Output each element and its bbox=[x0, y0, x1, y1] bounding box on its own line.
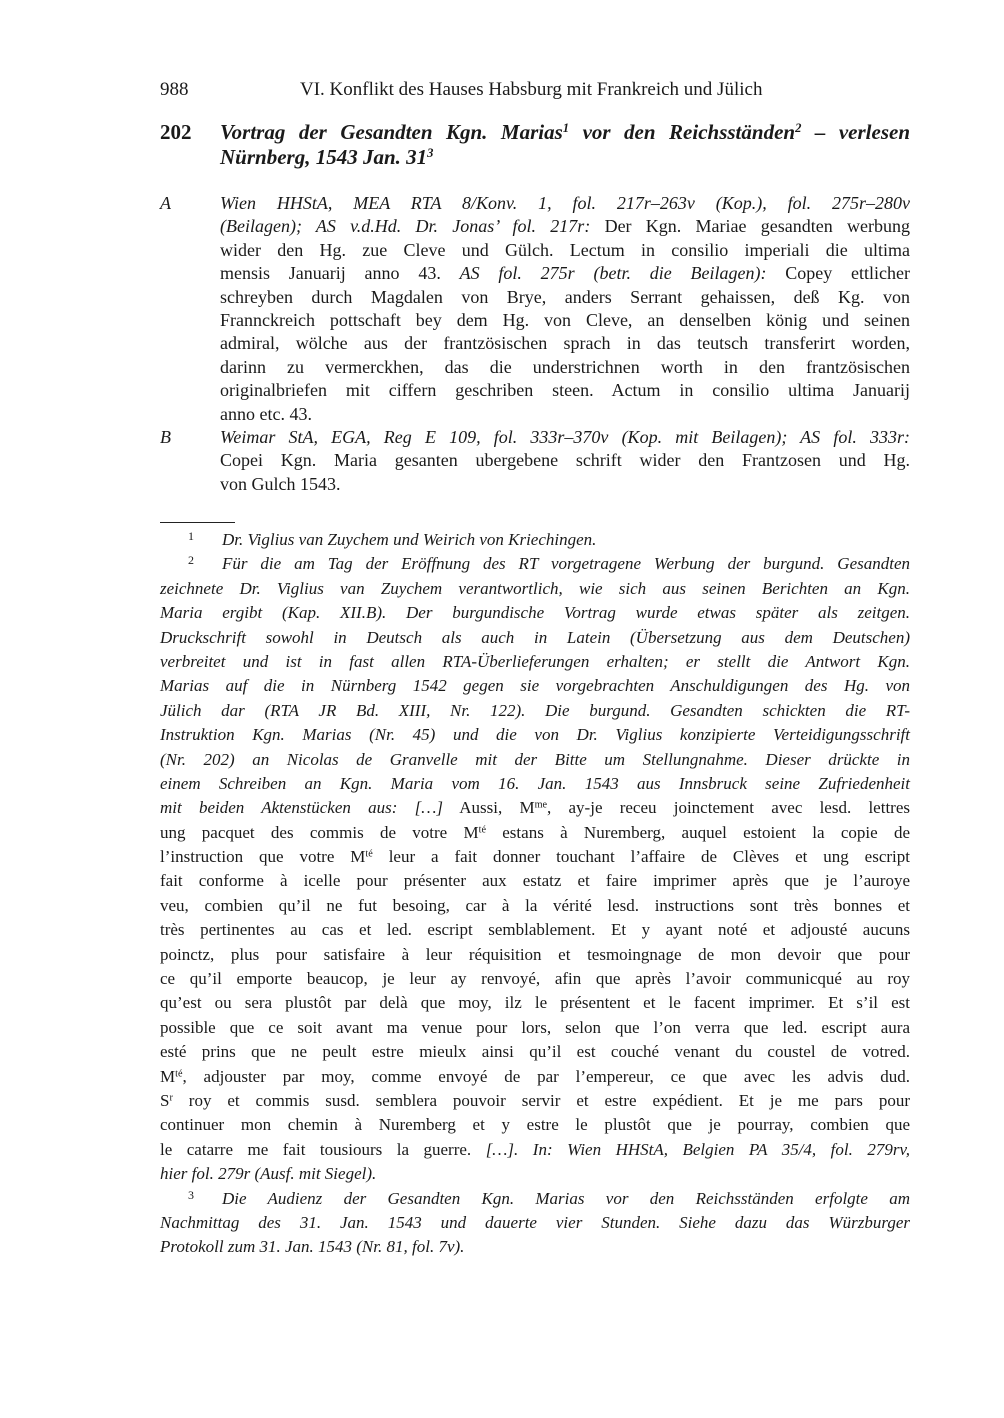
text-line bbox=[220, 215, 910, 238]
text-line bbox=[160, 577, 910, 601]
text-line bbox=[160, 528, 910, 552]
text-run: – verlesen bbox=[801, 120, 910, 144]
text-run: estans à Nuremberg, auquel estoient la copie de bbox=[485, 822, 910, 842]
text-line bbox=[160, 723, 910, 747]
text-run: einem Schreiben an Kgn. Maria vom 16. Jan. 1543 aus Innsbruck seine Zufriedenheit bbox=[160, 773, 910, 793]
text-run: Copey ettlicher bbox=[766, 263, 910, 284]
text-line bbox=[160, 967, 910, 991]
text-line bbox=[160, 552, 910, 576]
text-run: AS fol. 275r (betr. die Beilagen): bbox=[459, 263, 767, 284]
text-run: ce qu’il emporte beaucop, je leur ay renvoyé, afin que après l’avoir communicqué au roy bbox=[160, 969, 910, 989]
footnote-1 bbox=[160, 528, 910, 552]
text-line bbox=[160, 943, 910, 967]
text-line bbox=[160, 1187, 910, 1211]
footnote-number: 2 bbox=[188, 553, 194, 568]
text-run: leur a fait donner touchant l’affaire de Clèves et ung escript bbox=[372, 847, 910, 867]
text-run: (Beilagen); AS v.d.Hd. Dr. Jonas’ fol. 217r: bbox=[220, 216, 591, 237]
text-line bbox=[220, 379, 910, 402]
text-run: le catarre me fait tousiours la guerre. bbox=[160, 1139, 486, 1159]
text-run: wider den Hg. zue Cleve und Gülch. Lectum in consilio imperiali die ultima bbox=[220, 239, 910, 260]
text-line bbox=[160, 1138, 910, 1162]
text-run: Der Kgn. Mariae gesandten werbung bbox=[590, 216, 910, 237]
text-line bbox=[220, 309, 910, 332]
text-run: Druckschrift sowohl in Deutsch als auch in Latein (Übersetzung aus dem Deutschen) bbox=[160, 627, 910, 647]
text-run: esté prins que ne peult estre mieulx ainsi qu’il est couché venant du coustel de votred. bbox=[160, 1042, 910, 1062]
text-line bbox=[160, 918, 910, 942]
text-run: possible que ce soit avant ma venue pour lors, selon que l’on verra que led. escript aura bbox=[160, 1017, 910, 1037]
text-line bbox=[160, 1235, 910, 1259]
text-run: schreyben durch Magdalen von Brye, anders Serrant gehaissen, deß Kg. von bbox=[220, 286, 910, 307]
text-line bbox=[220, 449, 910, 472]
text-run: Marias auf die in Nürnberg 1542 gegen sie vorgebrachten Anschuldigungen des Hg. von bbox=[160, 676, 910, 696]
text-line bbox=[220, 286, 910, 309]
text-run: vor den Reichsständen bbox=[569, 120, 796, 144]
text-line bbox=[220, 262, 910, 285]
text-line bbox=[220, 426, 910, 449]
page-number: 988 bbox=[160, 79, 189, 100]
text-line bbox=[220, 403, 910, 426]
text-run: anno etc. 43. bbox=[220, 403, 312, 424]
superscript: 3 bbox=[427, 146, 434, 161]
text-line bbox=[220, 356, 910, 379]
text-line bbox=[160, 1089, 910, 1113]
text-run: Aussi, M bbox=[442, 798, 535, 818]
text-run: admiral, wölche aus der frantzösischen sprach in das teutsch transferirt worden, bbox=[220, 333, 910, 354]
text-run: très pertinentes au cas et led. escript semblablement. Et y ayant noté et adjousté aucuns bbox=[160, 920, 910, 940]
text-run: Maria ergibt (Kap. XII.B). Der burgundische Vortrag wurde etwas später als zeitgen. bbox=[160, 603, 910, 623]
text-run: darinn zu vermerckhen, das die understrichnen worth in den frantzösischen bbox=[220, 356, 910, 377]
text-run: Instruktion Kgn. Marias (Nr. 45) und die von Dr. Viglius konzipierte Verteidigungsschrift bbox=[160, 725, 910, 745]
footnotes bbox=[160, 528, 910, 1260]
text-run: hier fol. 279r (Ausf. mit Siegel). bbox=[160, 1164, 377, 1184]
footnote-number: 3 bbox=[188, 1187, 194, 1202]
text-run: continuer mon chemin à Nuremberg et y estre le plustôt que je pourray, combien que bbox=[160, 1115, 910, 1135]
text-line bbox=[160, 772, 910, 796]
text-line bbox=[220, 192, 910, 215]
text-run: Frannckreich pottschaft bey dem Hg. von Cleve, an denselben könig und seinen bbox=[220, 309, 910, 330]
text-line bbox=[160, 699, 910, 723]
text-run: Copei Kgn. Maria gesanten ubergebene schrift wider den Frantzosen und Hg. bbox=[220, 450, 910, 471]
source-label: A bbox=[160, 193, 171, 213]
text-line bbox=[160, 674, 910, 698]
text-run: mensis Januarij anno 43. bbox=[220, 263, 460, 284]
superscript: 1 bbox=[562, 121, 570, 136]
text-run: Nachmittag des 31. Jan. 1543 und dauerte vier Stunden. Siehe dazu das Würzburger bbox=[160, 1212, 910, 1232]
text-line bbox=[160, 1162, 910, 1186]
text-run: poinctz, plus pour satisfaire à leur réquisition et tesmoingnage de mon devoir que pour bbox=[160, 944, 910, 964]
superscript: 2 bbox=[795, 121, 802, 136]
text-line bbox=[160, 1016, 910, 1040]
footnote-number: 1 bbox=[188, 529, 194, 543]
source-text bbox=[220, 426, 910, 496]
text-run: veu, combien qu’il ne fut besoing, car à la vérité lesd. instructions sont très bonnes et bbox=[160, 895, 910, 915]
text-run: originalbriefen mit ciffern geschriben steen. Actum in consilio ultima Januarij bbox=[220, 380, 910, 401]
text-run: Nürnberg, 1543 Jan. 31 bbox=[220, 145, 428, 169]
text-run: mit beiden Aktenstücken aus: […] bbox=[160, 798, 443, 818]
footnote-3 bbox=[160, 1187, 910, 1260]
text-run: Protokoll zum 31. Jan. 1543 (Nr. 81, fol. 7v). bbox=[160, 1237, 465, 1257]
text-line bbox=[160, 626, 910, 650]
text-line bbox=[160, 601, 910, 625]
text-line bbox=[160, 991, 910, 1015]
text-line bbox=[160, 1211, 910, 1235]
text-line bbox=[220, 239, 910, 262]
source-text bbox=[220, 192, 910, 426]
footnote-divider bbox=[160, 522, 235, 523]
text-run: zeichnete Dr. Viglius van Zuychem verantwortlich, wie sich aus seinen Berichten an Kgn. bbox=[160, 578, 910, 598]
text-line bbox=[160, 748, 910, 772]
text-line bbox=[220, 332, 910, 355]
text-run: Die Audienz der Gesandten Kgn. Marias vor den Reichsständen erfolgte am bbox=[222, 1188, 910, 1208]
text-run: qu’est ou sera plustôt par delà que moy, ilz le présentent et le facent imprimer. Et s’il est bbox=[160, 993, 910, 1013]
footnote-2 bbox=[160, 552, 910, 1186]
text-line bbox=[160, 796, 910, 820]
text-run: Dr. Viglius van Zuychem und Weirich von Kriechingen. bbox=[222, 530, 597, 549]
text-run: roy et commis susd. semblera pouvoir servir et estre expédient. Et je me pars pour bbox=[172, 1090, 910, 1110]
superscript: r bbox=[169, 1092, 173, 1104]
text-line bbox=[220, 473, 910, 496]
superscript: me bbox=[534, 799, 548, 811]
superscript: té bbox=[175, 1067, 183, 1079]
text-line bbox=[160, 869, 910, 893]
text-line bbox=[160, 1065, 910, 1089]
text-run: S bbox=[160, 1090, 170, 1110]
text-run: Vortrag der Gesandten Kgn. Marias bbox=[220, 120, 563, 144]
text-run: Für die am Tag der Eröffnung des RT vorgetragene Werbung der burgund. Gesandten bbox=[222, 554, 910, 574]
text-run: Weimar StA, EGA, Reg E 109, fol. 333r–370v (Kop. mit Beilagen); AS fol. 333r: bbox=[220, 427, 910, 447]
text-run: […]. In: Wien HHStA, Belgien PA 35/4, fol. 279rv, bbox=[485, 1139, 911, 1159]
text-run: M bbox=[160, 1066, 176, 1086]
text-run: , ay-je receu joinctement avec lesd. lettres bbox=[547, 798, 910, 818]
text-run: ung pacquet des commis de votre M bbox=[160, 822, 479, 842]
text-run: Wien HHStA, MEA RTA 8/Konv. 1, fol. 217r–263v (Kop.), fol. 275r–280v bbox=[220, 193, 910, 213]
text-run: , adjouster par moy, comme envoyé de par l’empereur, ce que avec les advis dud. bbox=[182, 1066, 910, 1086]
source-label: B bbox=[160, 427, 171, 447]
text-line bbox=[160, 821, 910, 845]
text-run: (Nr. 202) an Nicolas de Granvelle mit der Bitte um Stellungnahme. Dieser drückte in bbox=[160, 749, 910, 769]
text-run: fait conforme à icelle pour présenter aux estatz et faire imprimer après que je l’auroye bbox=[160, 871, 910, 891]
text-line bbox=[160, 1113, 910, 1137]
text-run: verbreitet und ist in fast allen RTA-Überlieferungen erhalten; er stellt die Antwort Kgn. bbox=[160, 651, 910, 671]
text-line bbox=[160, 894, 910, 918]
text-line bbox=[160, 845, 910, 869]
text-run: l’instruction que votre M bbox=[160, 847, 366, 867]
text-line bbox=[220, 145, 910, 170]
document-title bbox=[220, 120, 910, 170]
running-title: VI. Konflikt des Hauses Habsburg mit Frankreich und Jülich bbox=[300, 79, 763, 100]
superscript: té bbox=[365, 848, 373, 860]
superscript: té bbox=[478, 824, 486, 836]
text-line bbox=[160, 650, 910, 674]
text-line bbox=[220, 120, 910, 145]
document-number: 202 bbox=[160, 120, 192, 144]
text-line bbox=[160, 1040, 910, 1064]
text-run: Jülich dar (RTA JR Bd. XIII, Nr. 122). Die burgund. Gesandten schickten die RT- bbox=[160, 700, 910, 720]
text-run: von Gulch 1543. bbox=[220, 473, 341, 494]
